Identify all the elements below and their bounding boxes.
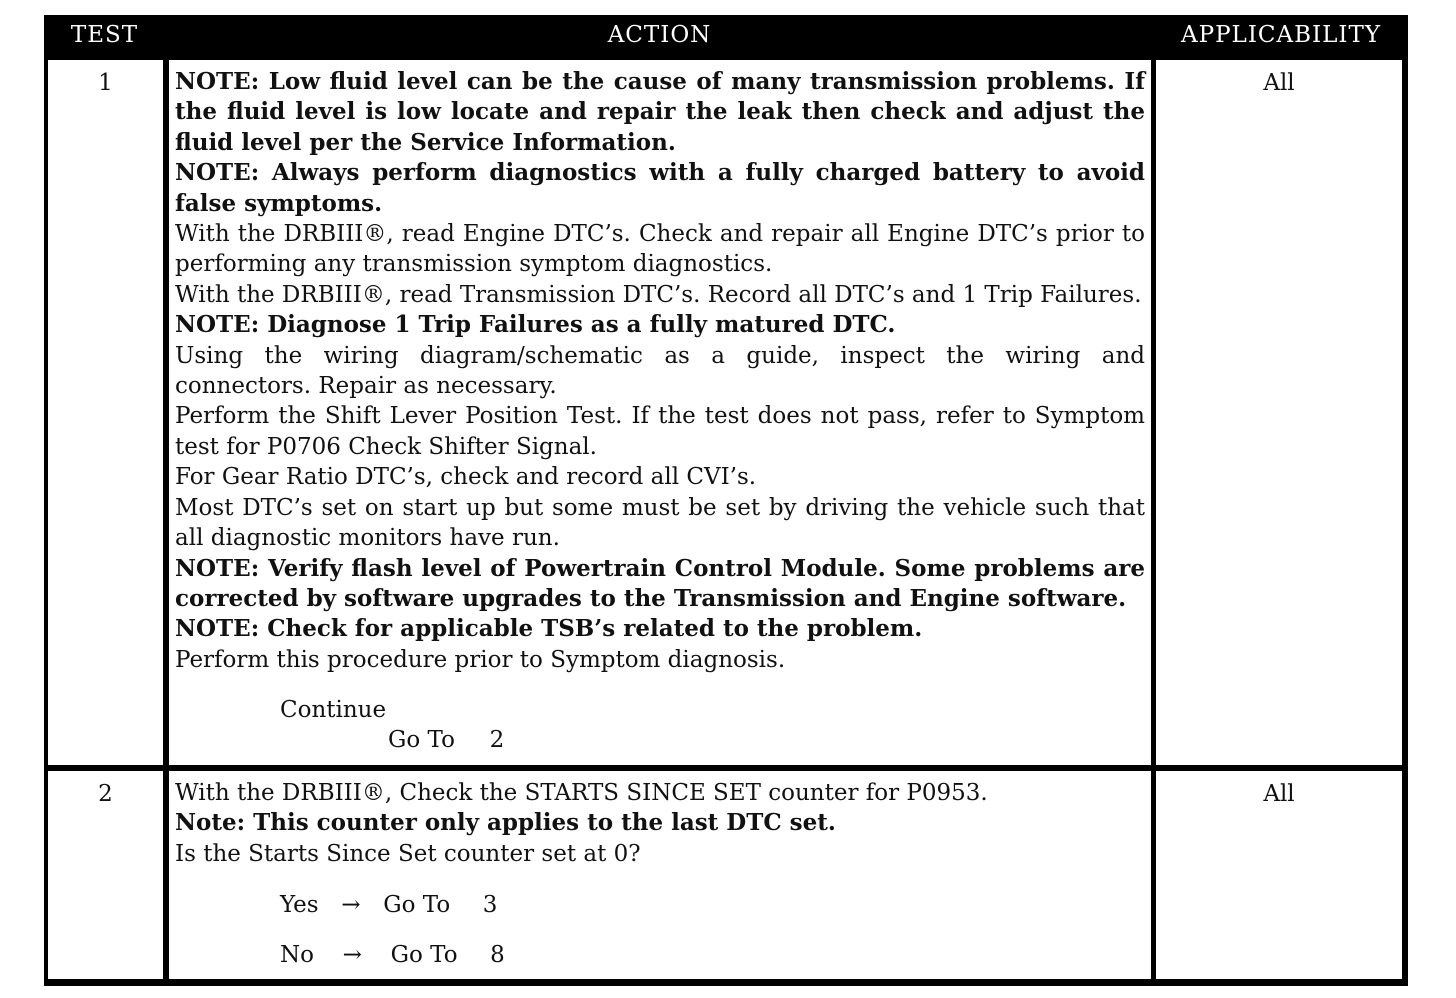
option-goto-label: Go To xyxy=(383,892,451,918)
option-target: 8 xyxy=(490,942,505,968)
row2-option-no[interactable] xyxy=(280,941,505,969)
row1-action-cell xyxy=(169,60,1151,765)
row1-line: NOTE: Check for applicable TSB’s related to the problem. xyxy=(175,615,923,643)
row2-option-yes[interactable] xyxy=(280,891,497,919)
row1-test-cell xyxy=(48,60,163,765)
row1-continue-label: Continue xyxy=(280,697,387,723)
row2-action-cell xyxy=(169,771,1151,979)
header-applicability: APPLICABILITY xyxy=(1181,22,1381,48)
row2-line: Is the Starts Since Set counter set at 0? xyxy=(175,840,641,867)
right-arrow-icon: → xyxy=(341,892,361,918)
row1-action-text xyxy=(175,67,1145,675)
row2-applicability-cell xyxy=(1156,771,1402,979)
row2-line: Note: This counter only applies to the last DTC set. xyxy=(175,809,836,837)
row1-line: Most DTC’s set on start up but some must be set by driving the vehicle such that all diagnostic monitors have run. xyxy=(175,494,1145,552)
row1-line: Using the wiring diagram/schematic as a guide, inspect the wiring and connectors. Repair as necessary. xyxy=(175,342,1145,400)
row1-line: NOTE: Always perform diagnostics with a fully charged battery to avoid false symptoms. xyxy=(175,159,1145,217)
row1-line: With the DRBIII®, read Transmission DTC’s. Record all DTC’s and 1 Trip Failures. xyxy=(175,281,1142,308)
row2-test-number: 2 xyxy=(98,781,113,807)
row1-line: Perform this procedure prior to Symptom diagnosis. xyxy=(175,646,786,673)
option-answer: Yes xyxy=(280,892,319,918)
row1-goto-target: 2 xyxy=(489,727,505,753)
row2-line: With the DRBIII®, Check the STARTS SINCE SET counter for P0953. xyxy=(175,780,988,806)
row1-test-number: 1 xyxy=(98,70,113,96)
header-action: ACTION xyxy=(607,22,712,48)
row2-test-cell xyxy=(48,771,163,979)
row1-goto-label: Go To xyxy=(388,727,455,753)
row1-line: NOTE: Diagnose 1 Trip Failures as a fully matured DTC. xyxy=(175,311,896,339)
row2-action-text xyxy=(175,778,1145,869)
right-arrow-icon: → xyxy=(342,942,362,968)
header-test: TEST xyxy=(70,22,139,48)
option-target: 3 xyxy=(482,892,498,918)
option-answer: No xyxy=(280,942,314,968)
row1-line: NOTE: Low fluid level can be the cause of many transmission problems. If the fluid level is low locate and repair the leak then check and adjust the fluid level per the Service Information. xyxy=(175,68,1145,156)
row1-applicability-cell xyxy=(1156,60,1402,765)
row1-line: Perform the Shift Lever Position Test. If the test does not pass, refer to Symptom test for P0706 Check Shifter Signal. xyxy=(175,403,1145,460)
row1-line: With the DRBIII®, read Engine DTC’s. Check and repair all Engine DTC’s prior to performing any transmission symptom diagnostics. xyxy=(175,221,1145,278)
row1-goto[interactable] xyxy=(388,726,504,754)
row1-line: NOTE: Verify flash level of Powertrain Control Module. Some problems are corrected by software upgrades to the Transmission and Engine software. xyxy=(175,554,1145,612)
row1-applicability: All xyxy=(1263,70,1295,96)
row1-line: For Gear Ratio DTC’s, check and record all CVI’s. xyxy=(175,464,757,491)
row2-applicability: All xyxy=(1263,781,1295,807)
option-goto-label: Go To xyxy=(390,942,458,968)
